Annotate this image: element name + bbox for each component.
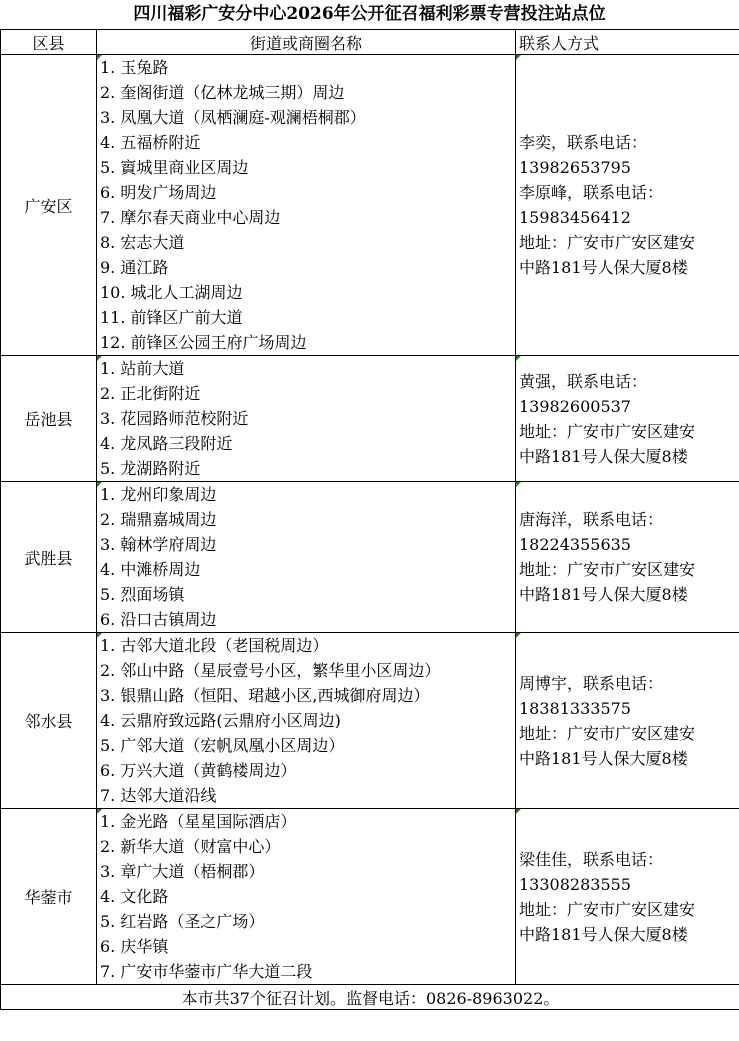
contact-line: 地址：广安市广安区建安: [519, 233, 696, 252]
street-item: 2. 邻山中路（星辰壹号小区，繁华里小区周边）: [100, 661, 441, 680]
street-item: 9. 通江路: [100, 258, 169, 277]
cell-comment-marker-icon: [97, 633, 102, 638]
street-item: 4. 龙凤路三段附近: [100, 434, 233, 453]
contact-line: 中路181号人保大厦8楼: [519, 585, 688, 604]
street-item: 6. 万兴大道（黄鹤楼周边）: [100, 761, 297, 780]
streets-cell: [97, 55, 516, 356]
cell-comment-marker-icon: [97, 809, 102, 814]
contact-line: 18381333575: [519, 698, 631, 718]
streets-cell: [97, 633, 516, 809]
street-item: 4. 中滩桥周边: [100, 560, 201, 579]
streets-cell: [97, 482, 516, 633]
street-item: 1. 古邻大道北段（老国税周边）: [100, 636, 329, 655]
contact-line: 唐海洋，联系电话：: [519, 510, 664, 529]
contact-line: 黄强，联系电话：: [519, 371, 648, 391]
table-row: [1, 55, 739, 356]
table-row: [1, 633, 739, 809]
cell-comment-marker-icon: [516, 809, 521, 814]
street-item: 3. 章广大道（梧桐郡）: [100, 862, 265, 881]
contact-line: 15983456412: [519, 208, 631, 227]
district-cell: 武胜县: [1, 482, 97, 633]
contact-cell: [516, 633, 739, 809]
header-row: [1, 30, 739, 55]
street-item: 7. 广安市华蓥市广华大道二段: [100, 962, 313, 981]
contact-line: 13982653795: [519, 158, 631, 177]
street-item: 3. 银鼎山路（恒阳、珺越小区,西城御府周边）: [100, 686, 430, 705]
cell-comment-marker-icon: [97, 55, 102, 60]
street-item: 6. 沿口古镇周边: [100, 610, 217, 629]
contact-line: 中路181号人保大厦8楼: [519, 924, 688, 944]
contact-line: 13308283555: [519, 874, 631, 894]
street-item: 3. 花园路师范校附近: [100, 409, 249, 428]
street-item: 3. 凤凰大道（凤栖澜庭-观澜梧桐郡）: [100, 108, 366, 127]
street-item: 2. 奎阁街道（亿林龙城三期）周边: [100, 83, 345, 102]
street-item: 4. 文化路: [100, 887, 169, 906]
cell-comment-marker-icon: [97, 482, 102, 487]
footer-row: [1, 985, 739, 1010]
streets-cell: [97, 809, 516, 985]
contact-cell: [516, 55, 739, 356]
street-item: 2. 瑞鼎嘉城周边: [100, 510, 217, 529]
contact-cell: [516, 809, 739, 985]
cell-comment-marker-icon: [516, 55, 521, 60]
header-district: 区县: [1, 30, 97, 55]
cell-comment-marker-icon: [516, 482, 521, 487]
street-item: 1. 玉兔路: [100, 58, 169, 77]
street-item: 11. 前锋区广前大道: [100, 308, 243, 327]
contact-line: 地址：广安市广安区建安: [519, 421, 696, 441]
street-item: 3. 翰林学府周边: [100, 535, 217, 554]
street-item: 5. 烈面场镇: [100, 585, 185, 604]
street-item: 6. 明发广场周边: [100, 183, 217, 202]
footer-note: 本市共37个征召计划。监督电话：0826-8963022。: [1, 985, 739, 1010]
district-cell: 岳池县: [1, 356, 97, 482]
street-item: 6. 庆华镇: [100, 937, 169, 956]
contact-line: 李奕，联系电话：: [519, 133, 648, 152]
street-item: 5. 红岩路（圣之广场）: [100, 912, 265, 931]
contact-line: 18224355635: [519, 535, 631, 554]
street-item: 4. 五福桥附近: [100, 133, 201, 152]
cell-comment-marker-icon: [516, 633, 521, 638]
street-item: 12. 前锋区公园王府广场周边: [100, 333, 307, 352]
streets-cell: [97, 356, 516, 482]
contact-line: 中路181号人保大厦8楼: [519, 748, 688, 768]
table-row: [1, 809, 739, 985]
district-cell: 华蓥市: [1, 809, 97, 985]
street-item: 2. 新华大道（财富中心）: [100, 837, 281, 856]
header-streets: 街道或商圈名称: [97, 30, 516, 55]
cell-comment-marker-icon: [97, 356, 102, 361]
street-item: 2. 正北街附近: [100, 384, 201, 403]
table-row: [1, 356, 739, 482]
contact-cell: [516, 482, 739, 633]
contact-line: 地址：广安市广安区建安: [519, 899, 696, 919]
header-contact: 联系人方式: [516, 30, 739, 55]
street-item: 1. 金光路（星星国际酒店）: [100, 812, 297, 831]
contact-line: 梁佳佳，联系电话：: [519, 849, 664, 869]
street-item: 8. 宏志大道: [100, 233, 185, 252]
street-item: 5. 广邻大道（宏帆凤凰小区周边）: [100, 736, 345, 755]
contact-line: 地址：广安市广安区建安: [519, 560, 696, 579]
contact-line: 中路181号人保大厦8楼: [519, 258, 688, 277]
street-item: 7. 摩尔春天商业中心周边: [100, 208, 281, 227]
contact-line: 中路181号人保大厦8楼: [519, 446, 688, 466]
contact-cell: [516, 356, 739, 482]
district-cell: 广安区: [1, 55, 97, 356]
street-item: 10. 城北人工湖周边: [100, 283, 243, 302]
sheet-title: 四川福彩广安分中心2026年公开征召福利彩票专营投注站点位: [133, 4, 606, 24]
contact-line: 李原峰，联系电话：: [519, 183, 664, 202]
street-item: 5. 龙湖路附近: [100, 459, 201, 478]
sites-table: [0, 29, 739, 1010]
street-item: 1. 龙州印象周边: [100, 485, 217, 504]
contact-line: 13982600537: [519, 396, 631, 416]
cell-comment-marker-icon: [516, 356, 521, 361]
table-row: [1, 482, 739, 633]
street-item: 4. 云鼎府致远路(云鼎府小区周边): [100, 711, 341, 730]
street-item: 5. 賨城里商业区周边: [100, 158, 249, 177]
district-cell: 邻水县: [1, 633, 97, 809]
street-item: 1. 站前大道: [100, 359, 185, 378]
contact-line: 周博宇，联系电话：: [519, 673, 664, 693]
street-item: 7. 达邻大道沿线: [100, 786, 217, 805]
contact-line: 地址：广安市广安区建安: [519, 723, 696, 743]
